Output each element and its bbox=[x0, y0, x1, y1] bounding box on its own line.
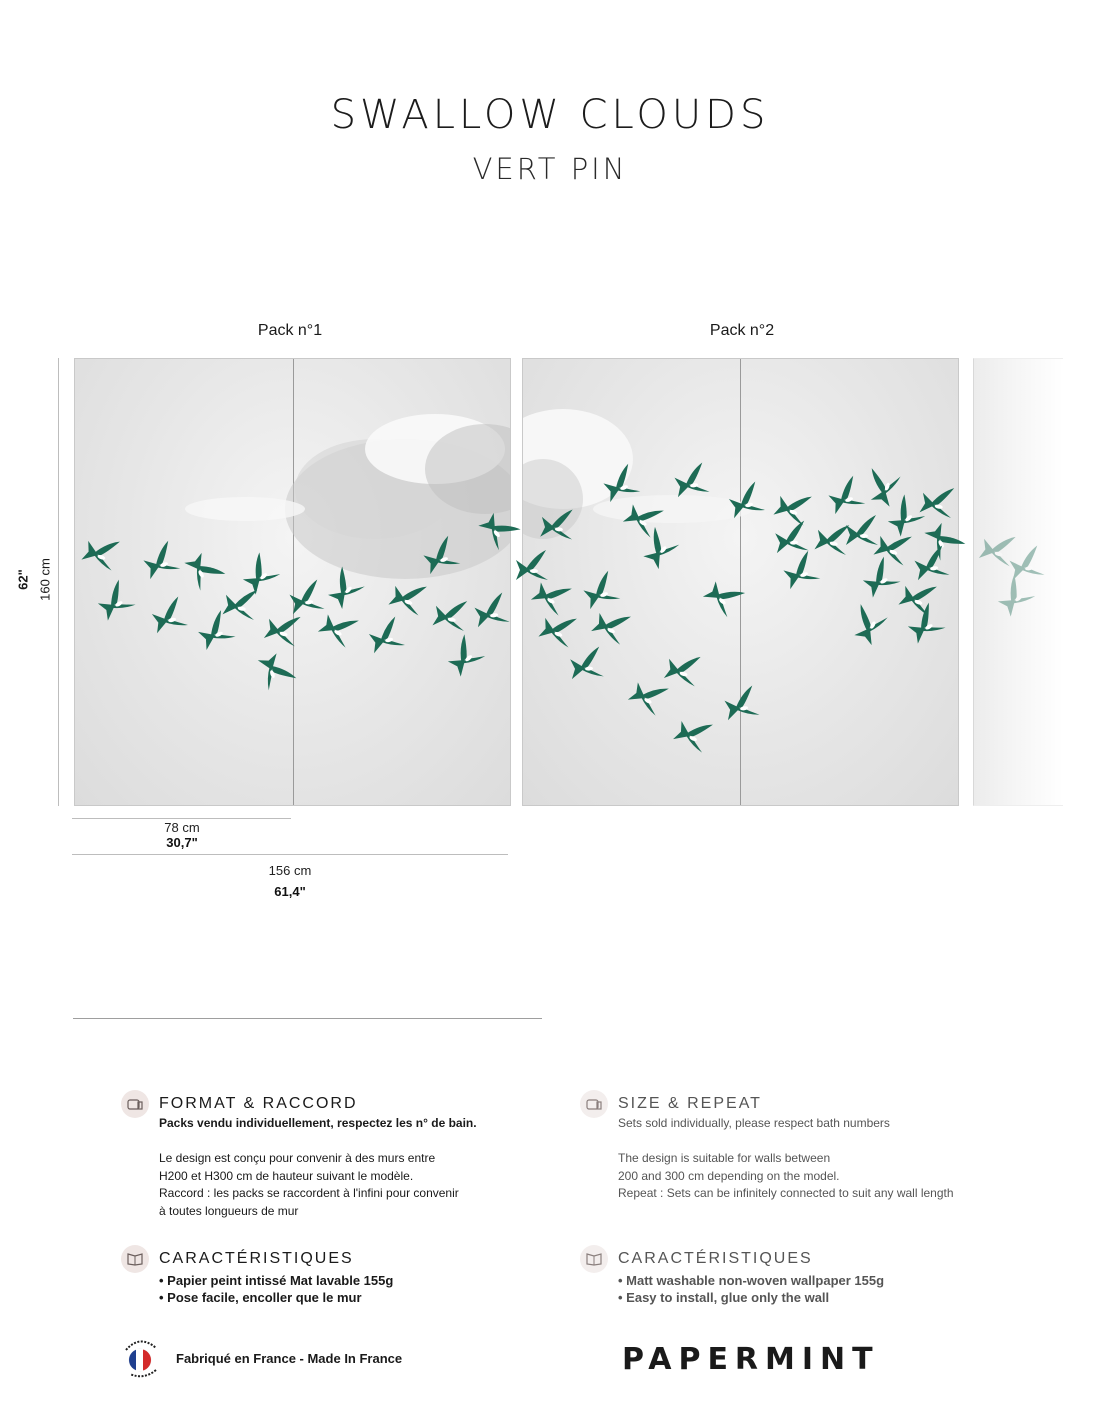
strip-width-cm: 78 cm bbox=[164, 820, 200, 835]
format-en-line1: Sets sold individually, please respect bath numbers bbox=[618, 1116, 890, 1130]
pack-width-in: 61,4" bbox=[274, 884, 306, 899]
book-icon bbox=[121, 1245, 149, 1273]
strip-width-in: 30,7" bbox=[166, 835, 198, 850]
swallow-flock bbox=[81, 462, 966, 752]
format-fr-line3: H200 et H300 cm de hauteur suivant le modèle. bbox=[159, 1169, 414, 1183]
pack-2-label: Pack n°2 bbox=[709, 322, 775, 339]
made-in-france-text: Fabriqué en France - Made In France bbox=[176, 1351, 403, 1366]
format-title-en: SIZE & REPEAT bbox=[618, 1095, 762, 1112]
format-fr-line5: à toutes longueurs de mur bbox=[159, 1204, 299, 1218]
format-title-fr: FORMAT & RACCORD bbox=[159, 1095, 358, 1112]
features-title-fr: CARACTÉRISTIQUES bbox=[159, 1250, 354, 1267]
height-cm-label: 160 cm bbox=[37, 558, 53, 601]
features-title-en: CARACTÉRISTIQUES bbox=[618, 1250, 813, 1267]
features-en-line2: • Easy to install, glue only the wall bbox=[618, 1290, 830, 1305]
format-fr-line4: Raccord : les packs se raccordent à l'infini pour convenir bbox=[159, 1186, 459, 1200]
format-fr-line1: Packs vendu individuellement, respectez les n° de bain. bbox=[159, 1116, 477, 1130]
roll-icon bbox=[121, 1090, 149, 1118]
pack-1-label: Pack n°1 bbox=[257, 322, 323, 339]
format-en-line3: 200 and 300 cm depending on the model. bbox=[618, 1169, 840, 1183]
features-fr-line2: • Pose facile, encoller que le mur bbox=[159, 1290, 362, 1305]
page-title: SWALLOW CLOUDS bbox=[330, 92, 770, 138]
roll-icon bbox=[580, 1090, 608, 1118]
book-icon bbox=[580, 1245, 608, 1273]
pack-width-cm: 156 cm bbox=[268, 863, 312, 878]
made-in-france-badge bbox=[122, 1336, 164, 1378]
format-fr-line2: Le design est conçu pour convenir à des murs entre bbox=[159, 1151, 436, 1165]
swallow-flock-faded bbox=[979, 529, 1045, 617]
features-fr-line1: • Papier peint intissé Mat lavable 155g bbox=[159, 1273, 394, 1288]
section-divider bbox=[73, 1018, 542, 1019]
height-inches-label: 62" bbox=[15, 569, 31, 590]
format-en-line4: Repeat : Sets can be infinitely connected to suit any wall length bbox=[618, 1186, 954, 1200]
pack-width-line bbox=[72, 854, 508, 855]
features-en-line1: • Matt washable non-woven wallpaper 155g bbox=[618, 1273, 885, 1288]
page-subtitle: VERT PIN bbox=[472, 152, 628, 186]
strip-width-line bbox=[72, 818, 291, 819]
format-en-line2: The design is suitable for walls between bbox=[618, 1151, 831, 1165]
papermint-logo: PAPERMINT bbox=[622, 1342, 880, 1377]
